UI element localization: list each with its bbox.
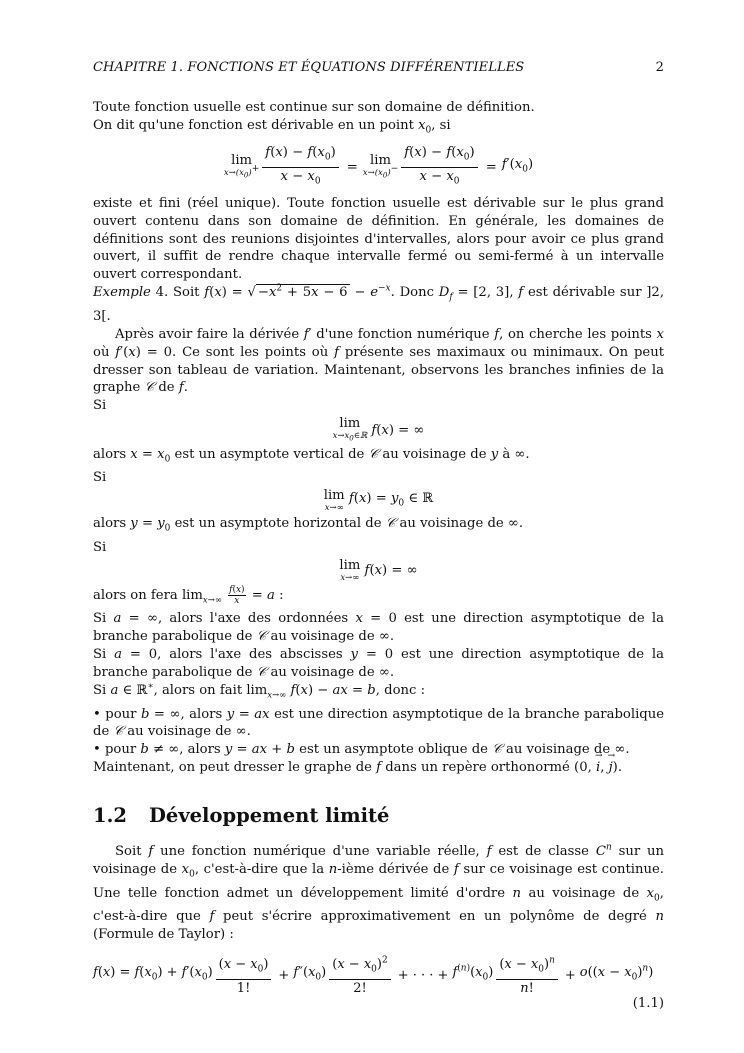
equation-derivative-limit: lim $x\to(x_0)^+$ $\frac{f(x) - f(x_0)}{x - x_0}$ = lim $x\to(x_0)^-$ $\frac{f(x) - f(x_0)}{x - x_0}$ = $f'(x_0)$ [223,145,534,187]
page-body: Toute fonction usuelle est continue sur son domaine de définition. On dit qu'une fonction est dérivable en un point $x_0$, si lim $x\to(x_0)^+$ $\frac{f(x) - f(x_0)}{x - x_0}$ = lim $x\to(x_0)^-$ $\frac{f(x) - f(x_0)}{x - x_0}$ = $f'(x_0)$ existe et fini (réel unique). Toute fonction usuelle est dérivable sur le plus grand ouvert contenu dans son domaine de définition. En générale, les domaines de définitions sont des reunions disjointes d'intervalles, alors pour avoir ce plus grand ouvert, il suffit de rendre chaque intervalle fermé ou semi-fermé à un intervalle ouvert correspondant. Exemple 4. Soit f(x) = √ $-x^2 + 5x - 6 - e^{-x}$. Donc $D_f = [2$, 3], f est dérivable sur ]2, 3[. Après avoir faire la dérivée f′ d'une fonction numérique f, on cherche les points x où f′(x) = 0. Ce sont les points où f présente ses maximaux ou minimaux. On peut dresser son tableau de variation. Maintenant, observons les branches infinies de la graphe 𝒞 de f. Si lim $x\to x_0\in ℝ$ f(x) = ∞ alors $x = x_0$ est un asymptote vertical de 𝒞 au voisinage de y à ∞. Si lim x→∞ $f(x) = y_0$ ∈ ℝ alors $y = y_0$ est un asymptote horizontal de 𝒞 au voisinage de ∞. Si lim x→∞ f(x) = ∞ alors on fera $\lim_{x\to\infty}$ $\frac{f(x)}{x}$ = a : Si a = ∞, alors l'axe des ordonnées x = 0 est une direction asymptotique de la branche parabolique de 𝒞 au voisinage de ∞. Si a = 0, alors l'axe des abscisses y = 0 est une direction asymptotique de la branche parabolique de 𝒞 au voisinage de ∞. Si a ∈ ℝ∗, alors on fait $\lim_{x\to\infty} f(x)$ − ax = b, donc : • pour b = ∞, alors y = ax est une direction asymptotique de la branche parabolique de 𝒞 au voisinage de ∞. • pour b ≠ ∞, alors y = ax + b est un asymptote oblique de 𝒞 au voisinage de ∞. Maintenant, on peut dresser le graphe de f dans un repère orthonormé (0, → i, → j). 1.2 Développement limité Soit f une fonction numérique d'une variable réelle, f est de classe $C^n$ sur un voisinage de $x_0$, c'est-à-dire que la n-ième dérivée de f sur ce voisinage est continue. Une telle fonction admet un développement limité d'ordre n au voisinage de $x_0$, c'est-à-dire que f peut s'écrire approximativement en un polynôme de degré n (Formule de Taylor) : $f(x) = f(x_0) + f'(x_0)$ $\frac{(x - x_0)}{1!}$ + $f''(x_0)$ $\frac{(x - x_0)^2}{2!}$ + · · · + $f^{(n)}(x_0)$ $\frac{(x - x_0)^n}{n!}$ + $o((x - x_0)^n)$ (1.1) [93,99,664,1012]
section-title: Développement limité [149,804,390,828]
paragraph-continuity: Toute fonction usuelle est continue sur son domaine de définition. [93,100,535,115]
paragraph-taylor: Soit f une fonction numérique d'une variable réelle, f est de classe $C^n$ sur un voisinage de $x_0$, c'est-à-dire que la n-ième dérivée de f sur ce voisinage est continue. Une telle fonction admet un développement limité d'ordre n au voisinage de $x_0$, c'est-à-dire que f peut s'écrire approximativement en un polynôme de degré n (Formule de Taylor) : [93,842,664,942]
paragraph-derivable: On dit qu'une fonction est dérivable en un point $x_0$, si [93,117,451,136]
line-ratio-limit: alors on fera $\lim_{x\to\infty}$ $\frac{f(x)}{x}$ = a : [93,584,284,606]
equation-horizontal-asymptote: lim x→∞ $f(x) = y_0$ ∈ ℝ [323,488,434,514]
section-heading [93,804,664,828]
case-a-real: Si a ∈ ℝ∗, alors on fait $\lim_{x\to\infty} f(x)$ − ax = b, donc : [93,681,426,701]
equation-taylor: $f(x) = f(x_0) + f'(x_0)$ $\frac{(x - x_0)}{1!}$ + $f''(x_0)$ $\frac{(x - x_0)^2}{2!}$ + · · · + $f^{(n)}(x_0)$ $\frac{(x - x_0)^n}{n!}$ + $o((x - x_0)^n)$ [93,955,654,996]
line-graph: Maintenant, on peut dresser le graphe de f dans un repère orthonormé (0, → i, → j). [93,759,664,777]
line-vertical-asymptote: alors $x = x_0$ est un asymptote vertical de 𝒞 au voisinage de y à ∞. [93,446,530,465]
case-a-infinite: Si a = ∞, alors l'axe des ordonnées x = 0 est une direction asymptotique de la branche parabolique de 𝒞 au voisinage de ∞. [93,611,664,645]
equation-vertical-asymptote: lim $x\to x_0\in ℝ$ f(x) = ∞ [332,416,425,443]
bullet-b-finite: • pour b ≠ ∞, alors y = ax + b est un asymptote oblique de 𝒞 au voisinage de ∞. [93,742,630,758]
chapter-title: CHAPITRE 1. FONCTIONS ET ÉQUATIONS DIFFÉRENTIELLES [93,60,525,75]
section-number: 1.2 [93,804,127,828]
case-a-zero: Si a = 0, alors l'axe des abscisses y = 0 est une direction asymptotique de la branche parabolique de 𝒞 au voisinage de ∞. [93,647,664,681]
line-horizontal-asymptote: alors $y = y_0$ est un asymptote horizontal de 𝒞 au voisinage de ∞. [93,516,524,535]
paragraph-branches: Après avoir faire la dérivée f′ d'une fonction numérique f, on cherche les points x où f′(x) = 0. Ce sont les points où f présente ses maximaux ou minimaux. On peut dresser son tableau de variation. Maintenant, observons les branches infinies de la graphe 𝒞 de f. [93,326,664,396]
page-number: 2 [655,60,664,75]
bullet-b-infinite: • pour b = ∞, alors y = ax est une direction asymptotique de la branche parabolique de 𝒞 au voisinage de ∞. [93,706,665,740]
paragraph-derivability: existe et fini (réel unique). Toute fonction usuelle est dérivable sur le plus grand ouvert contenu dans son domaine de définition. En générale, les domaines de définitions sont des reunions disjointes d'intervalles, alors pour avoir ce plus grand ouvert, il suffit de rendre chaque intervalle fermé ou semi-fermé à un intervalle ouvert correspondant. [93,195,664,283]
equation-number: (1.1) [632,995,664,1011]
running-header [93,60,664,75]
equation-infinite-limit: lim x→∞ f(x) = ∞ [339,557,418,583]
example-4: Exemple 4. Soit f(x) = √ $-x^2 + 5x - 6 - e^{-x}$. Donc $D_f = [2$, 3], f est dérivable sur ]2, 3[. [93,283,665,324]
